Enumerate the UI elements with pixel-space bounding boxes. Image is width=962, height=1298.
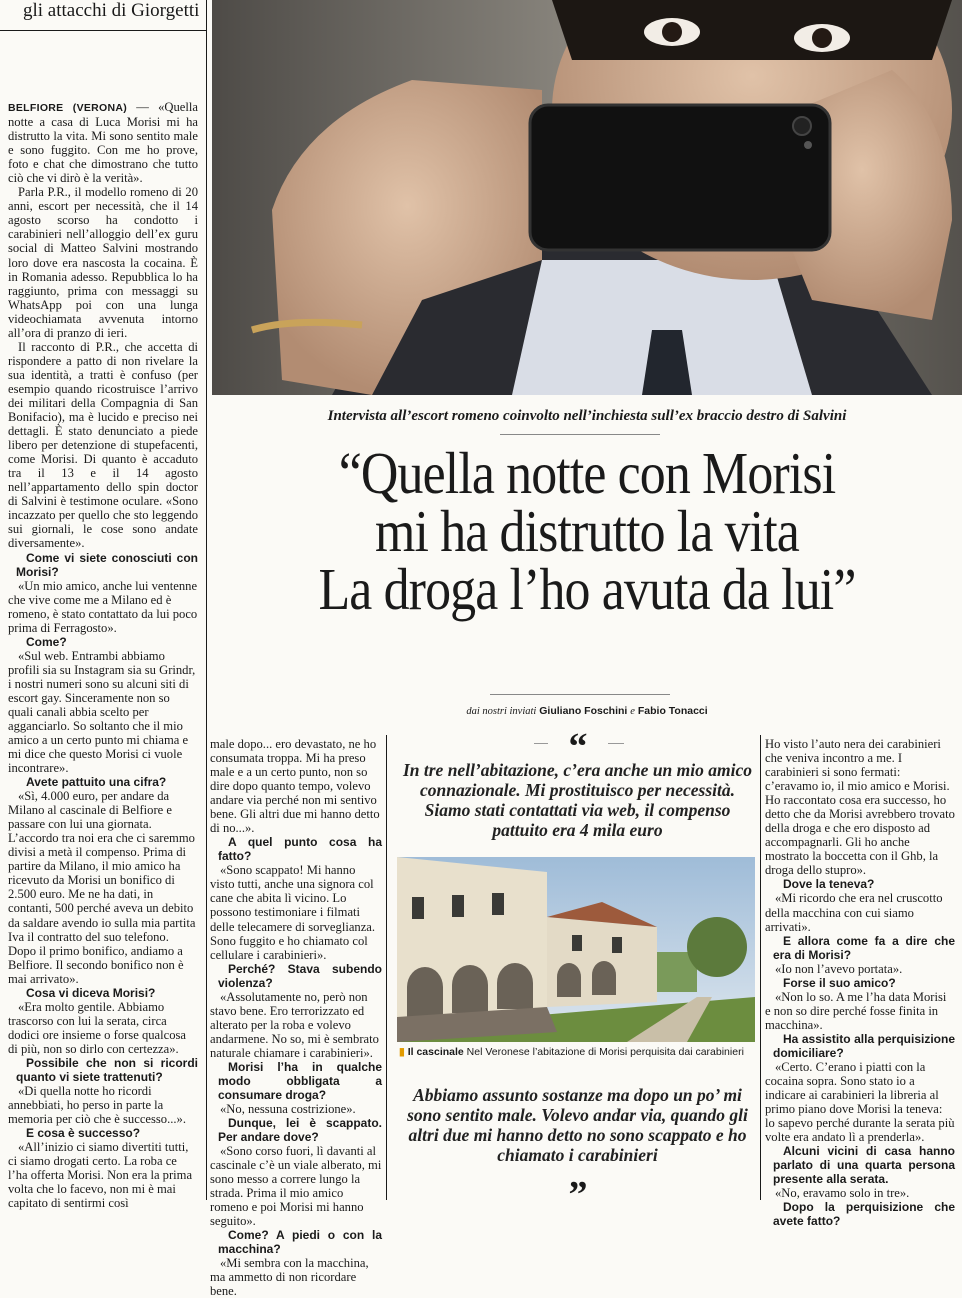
headline-line-1: “Quella notte con Morisi xyxy=(338,440,836,506)
caption-text: Nel Veronese l’abitazione di Morisi perquisita dai carabinieri xyxy=(466,1046,744,1058)
col2-qa xyxy=(210,835,382,1298)
lead-photo xyxy=(212,0,962,395)
col1-qa xyxy=(8,551,198,1211)
col1-paragraph: Parla P.R., il modello romeno di 20 anni, escort per necessità, che il 14 agosto scorso ha condotto i carabinieri nell’alloggio dell’ex guru social di Matteo Salvini mostrando loro dove era nascosta la cocaina. È in Romania adesso. Repubblica lo ha raggiunto, prima con messaggi su WhatsApp poi con una lunga videochiamata avvenuta intorno all’ora di pranzo di ieri. xyxy=(8,185,198,340)
interview-answer: «Assolutamente no, però non stavo bene. Ero terrorizzato ed alterato per la roba e volevo andarmene. No so, mi è sembrato naturale chiamare i carabinieri». xyxy=(210,989,379,1060)
col2-lead: male dopo... ero devastato, ne ho consumata troppa. Mi ha preso male e a un certo punto, non so dire dopo quanto tempo, volevo andare via perché non mi sentivo bene. Gli altri due mi hanno detto di no...». xyxy=(210,737,380,836)
interview-question: Morisi l’ha in qualche modo obbligata a consumare droga? xyxy=(218,1059,382,1102)
dateline: BELFIORE (VERONA) xyxy=(8,102,128,114)
col3-lead: Ho visto l’auto nera dei carabinieri che veniva incontro a me. I carabinieri si sono fermati: c’eravamo io, il mio amico e Morisi. Ho raccontato cosa era successo, ho detto che da Morisi avrebbero trovato della droga e che ero disposto ad accompagnarli. Gli ho anche mostrato la boccetta con il Ghb, la droga dello stupro». xyxy=(765,737,955,878)
interview-answer: «Mi ricordo che era nel cruscotto della macchina con cui siamo arrivati». xyxy=(765,891,943,934)
photo-caption xyxy=(399,1046,759,1058)
interview-answer: «Sono scappato! Mi hanno visto tutti, anche una signora col cane che abita lì vicino. Lo possono testimoniare i filmati delle telecamere di sorveglianza. Sono fuggito e ho chiamato col cellulare i carabinieri». xyxy=(210,863,376,962)
col1-paragraph: Il racconto di P.R., che accetta di rispondere a patto di non rivelare la sua identità, a tratti è confuso (per esempio quando ricostruisce l’arrivo dei militari della Compagnia di San Bonifacio), ma è lucido e preciso nei dettagli. È stato denunciato a piede libero per detenzione di stupefacenti, come Morisi. Di quanto è accaduto tra il 13 e il 14 agosto nell’appartamento dello spin doctor di Salvini è testimone oculare. «Sono incazzato per quello che sto leggendo sui giornali, le cose sono andate diversamente». xyxy=(8,339,198,551)
headline xyxy=(257,440,917,622)
interview-question: Avete pattuito una cifra? xyxy=(26,775,167,790)
interview-question: Come? xyxy=(26,634,67,649)
interview-answer: «Di quella notte ho ricordi annebbiati, ho perso in parte la memoria per ciò che è successo...». xyxy=(8,1083,186,1127)
interview-question: Dopo la perquisizione che avete fatto? xyxy=(773,1200,955,1229)
open-quote-mark: “ xyxy=(548,732,608,762)
interview-question: Perché? Stava subendo violenza? xyxy=(218,961,382,990)
column-2 xyxy=(210,737,382,1298)
interview-answer: «Sono corso fuori, lì davanti al cascinale c’è un viale alberato, mi sono messo a correre lungo la strada. Prima il mio amico romeno e poi Morisi mi hanno seguito». xyxy=(210,1143,382,1229)
byline-author-2: Fabio Tonacci xyxy=(637,705,708,717)
interview-answer: «Non lo so. A me l’ha data Morisi e non so dire perché fosse finita in macchina». xyxy=(765,989,947,1032)
col3-qa xyxy=(765,877,955,1228)
caption-bullet-icon: ▮ xyxy=(399,1046,405,1058)
column-1 xyxy=(8,100,198,1210)
col1-intro xyxy=(8,100,198,185)
interview-answer: «Era molto gentile. Abbiamo trascorso con lui la serata, circa dodici ore insieme o forse qualcosa di più, non so dirlo con certezza». xyxy=(8,999,187,1056)
byline-prefix: dai nostri inviati xyxy=(466,706,537,717)
pull-quote-1: In tre nell’abitazione, c’era anche un mio amico connazionale. Mi prostituisco per necessità. Siamo stati contattati via web, il compenso pattuito era 4 mila euro xyxy=(402,760,753,840)
interview-answer: «Certo. C’erano i piatti con la cocaina sopra. Sono stato io a indicare ai carabinieri la libreria al primo piano dove Morisi la teneva: lo sapevo perché durante la serata più volte era andato lì a prenderla». xyxy=(765,1059,955,1145)
interview-question: Dove la teneva? xyxy=(783,877,875,892)
interview-answer: «Un mio amico, anche lui ventenne che vive come me a Milano ed è romeno, è stato contattato da lui poco prima di Ferragosto». xyxy=(8,578,198,635)
headline-line-2: mi ha distrutto la vita xyxy=(375,498,799,564)
caption-label: Il cascinale xyxy=(407,1046,464,1058)
interview-question: E cosa è successo? xyxy=(26,1126,141,1141)
interview-question: Alcuni vicini di casa hanno parlato di una quarta persona presente alla serata. xyxy=(773,1144,955,1187)
column-3 xyxy=(765,737,955,1228)
interview-answer: «No, nessuna costrizione». xyxy=(220,1101,356,1116)
interview-question: Possibile che non si ricordi quanto vi siete trattenuti? xyxy=(16,1055,198,1084)
interview-question: Come? A piedi o con la macchina? xyxy=(218,1228,382,1257)
interview-question: Cosa vi diceva Morisi? xyxy=(26,985,156,1000)
interview-answer: «Sì, 4.000 euro, per andare da Milano al cascinale di Belfiore e passare con lui una giornata. L’accordo tra noi era che ci saremmo divisi a metà il compenso. Prima di partire da Milano, il mio amico ha ricevuto da Morisi un bonifico di 2.500 euro. Me ne ha dati, in contanti, 500 perché aveva un debito da saldare avendo io sulla mia partita Iva il contratto del suo telefono. Dopo il primo bonifico, andiamo a Belfiore. Il secondo bonifico non è mai arrivato». xyxy=(8,789,196,986)
byline xyxy=(212,705,962,717)
interview-answer: «Mi sembra con la macchina, ma ammetto di non ricordare bene. xyxy=(210,1256,369,1298)
interview-question: Come vi siete conosciuti con Morisi? xyxy=(16,550,198,579)
col1-intro-text: — «Quella notte a casa di Luca Morisi mi ha distrutto la vita. Mi sono sentito male e sono fuggito. Con me ho prove, foto e chat che dimostrano che tutto ciò che vi dirò è la verità». xyxy=(8,100,198,186)
column-divider xyxy=(760,735,761,1200)
strip-rule xyxy=(0,30,206,31)
headline-line-3: La droga l’ho avuta da lui” xyxy=(318,556,856,622)
column-divider xyxy=(206,0,207,1200)
pull-quote-2: Abbiamo assunto sostanze ma dopo un po’ mi sono sentito male. Volevo andar via, quando gli altri due mi hanno detto no sono scappato e ho chiamato i carabinieri xyxy=(407,1085,748,1165)
kicker-rule xyxy=(500,434,660,435)
interview-answer: «Io non l’avevo portata». xyxy=(775,961,903,976)
interview-question: A quel punto cosa ha fatto? xyxy=(218,835,382,864)
interview-question: Forse il suo amico? xyxy=(783,975,896,990)
column-divider xyxy=(386,735,387,1200)
interview-question: Ha assistito alla perquisizione domiciliare? xyxy=(773,1031,955,1060)
kicker: Intervista all’escort romeno coinvolto nell’inchiesta sull’ex braccio destro di Salvini xyxy=(327,408,847,424)
farmhouse-photo xyxy=(397,857,755,1042)
interview-answer: «No, eravamo solo in tre». xyxy=(775,1186,910,1201)
byline-rule xyxy=(490,694,670,695)
close-quote-mark: ” xyxy=(568,1174,588,1216)
interview-question: Dunque, lei è scappato. Per andare dove? xyxy=(218,1115,382,1144)
interview-answer: «Sul web. Entrambi abbiamo profili sia su Instagram sia su Grindr, i nostri numeri sono su alcuni siti di escort gay. Sinceramente non so quali canali abbia scelto per agganciarlo. So soltanto che il mio amico a un certo punto mi chiama e mi dice che questo Morisi ci vuole incontrare». xyxy=(8,648,196,776)
byline-conj: e xyxy=(630,706,635,717)
interview-answer: «All’inizio ci siamo divertiti tutti, ci siamo drogati certo. La roba ce l’ha offerta Morisi. Non era la prima volta che lo facevo, non mi è mai capitato di sentirmi così xyxy=(8,1140,193,1211)
section-strip-title: gli attacchi di Giorgetti xyxy=(23,0,200,21)
man-with-phone-photo xyxy=(212,0,962,395)
interview-question: E allora come fa a dire che era di Morisi? xyxy=(773,933,955,962)
farmhouse-image xyxy=(397,857,755,1042)
byline-author-1: Giuliano Foschini xyxy=(539,705,628,717)
